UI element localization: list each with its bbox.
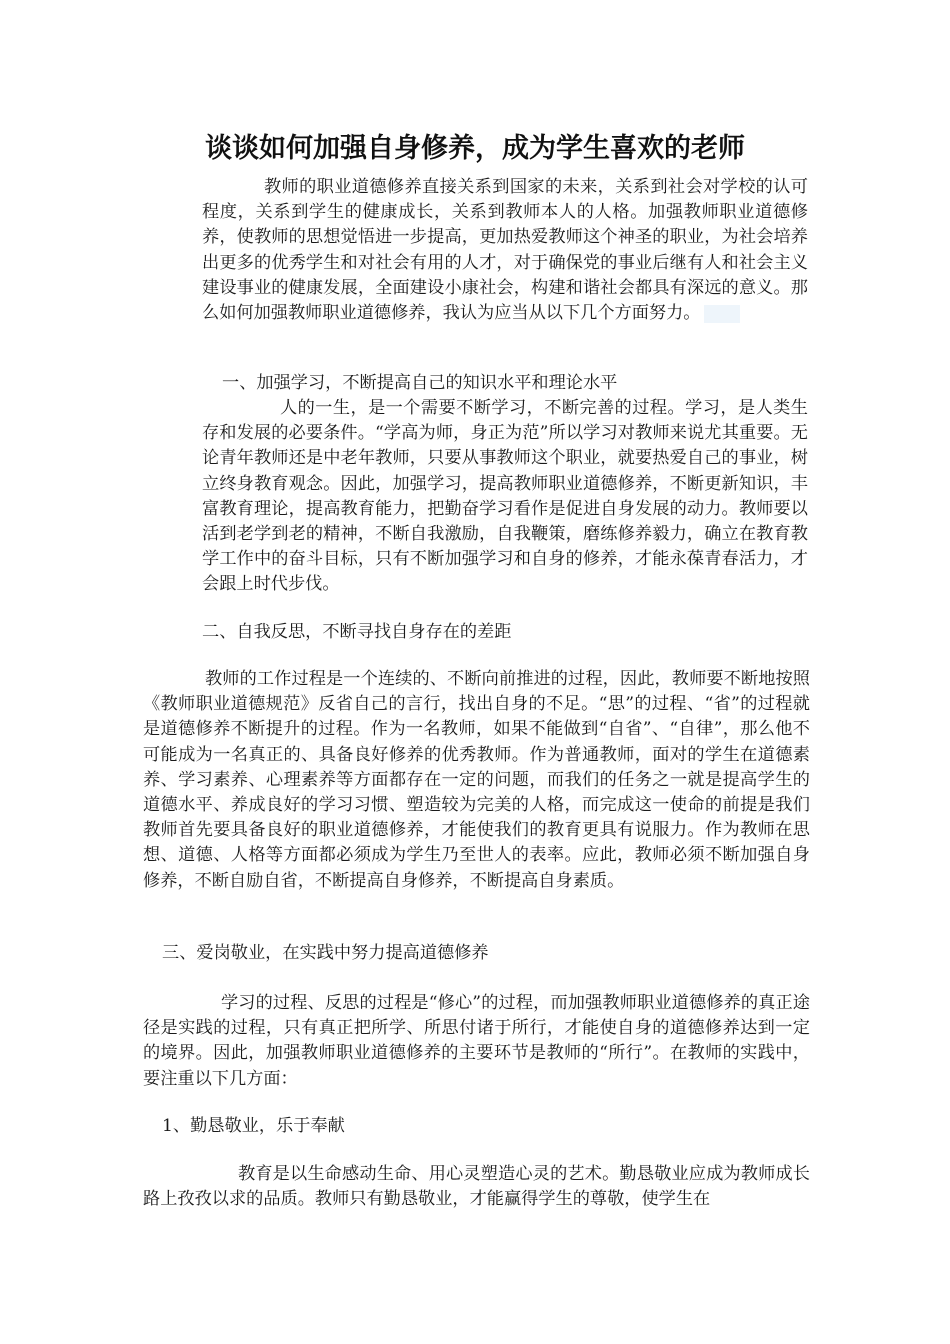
subsection-1-heading: 1、勤恳敬业，乐于奉献 [162,1116,345,1136]
subsection-1-paragraph: 教育是以生命感动生命、用心灵塑造心灵的艺术。勤恳敬业应成为教师成长路上孜孜以求的品质。教师只有勤恳敬业，才能赢得学生的尊敬，使学生在 [143,1164,810,1210]
section-1-heading: 一、加强学习，不断提高自己的知识水平和理论水平 [222,373,618,393]
section-1-paragraph: 人的一生，是一个需要不断学习，不断完善的过程。学习，是人类生存和发展的必要条件。“学高为师，身正为范”所以学习对教师来说尤其重要。无论青年教师还是中老年教师，只要从事教师这个职业，就要热爱自己的事业，树立终身教育观念。因此，加强学习，提高教师职业道德修养，不断更新知识，丰富教育理论，提高教育能力，把勤奋学习看作是促进自身发展的动力。教师要以活到老学到老的精神，不断自我激励，自我鞭策，磨练修养毅力，确立在教育教学工作中的奋斗目标，只有不断加强学习和自身的修养，才能永葆青春活力，才会跟上时代步伐。 [202,398,808,595]
section-3-heading: 三、爱岗敬业，在实践中努力提高道德修养 [162,943,489,963]
intro-text: 教师的职业道德修养直接关系到国家的未来，关系到社会对学校的认可程度，关系到学生的健康成长，关系到教师本人的人格。加强教师职业道德修养，使教师的思想觉悟进一步提高，更加热爱教师这个神圣的职业，为社会培养出更多的优秀学生和对社会有用的人才，对于确保党的事业后继有人和社会主义建设事业的健康发展，全面建设小康社会，构建和谐社会都具有深远的意义。那么如何加强教师职业道德修养，我认为应当从以下几个方面努力。 [202,177,808,324]
intro-paragraph [202,175,808,326]
section-2-heading: 二、自我反思，不断寻找自身存在的差距 [202,622,512,642]
highlight-mark [704,305,740,323]
section-3-paragraph: 学习的过程、反思的过程是“修心”的过程，而加强教师职业道德修养的真正途径是实践的过程，只有真正把所学、所思付诸于所行，才能使自身的道德修养达到一定的境界。因此，加强教师职业道德修养的主要环节是教师的“所行”。在教师的实践中，要注重以下几方面： [143,993,810,1089]
document-title: 谈谈如何加强自身修养，成为学生喜欢的老师 [205,133,745,164]
section-2-paragraph: 教师的工作过程是一个连续的、不断向前推进的过程，因此，教师要不断地按照《教师职业道德规范》反省自己的言行，找出自身的不足。“思”的过程、“省”的过程就是道德修养不断提升的过程。作为一名教师，如果不能做到“自省”、“自律”，那么他不可能成为一名真正的、具备良好修养的优秀教师。作为普通教师，面对的学生在道德素养、学习素养、心理素养等方面都存在一定的问题，而我们的任务之一就是提高学生的道德水平、养成良好的学习习惯、塑造较为完美的人格，而完成这一使命的前提是我们教师首先要具备良好的职业道德修养，才能使我们的教育更具有说服力。作为教师在思想、道德、人格等方面都必须成为学生乃至世人的表率。应此，教师必须不断加强自身修养，不断自励自省，不断提高自身修养，不断提高自身素质。 [143,669,810,891]
